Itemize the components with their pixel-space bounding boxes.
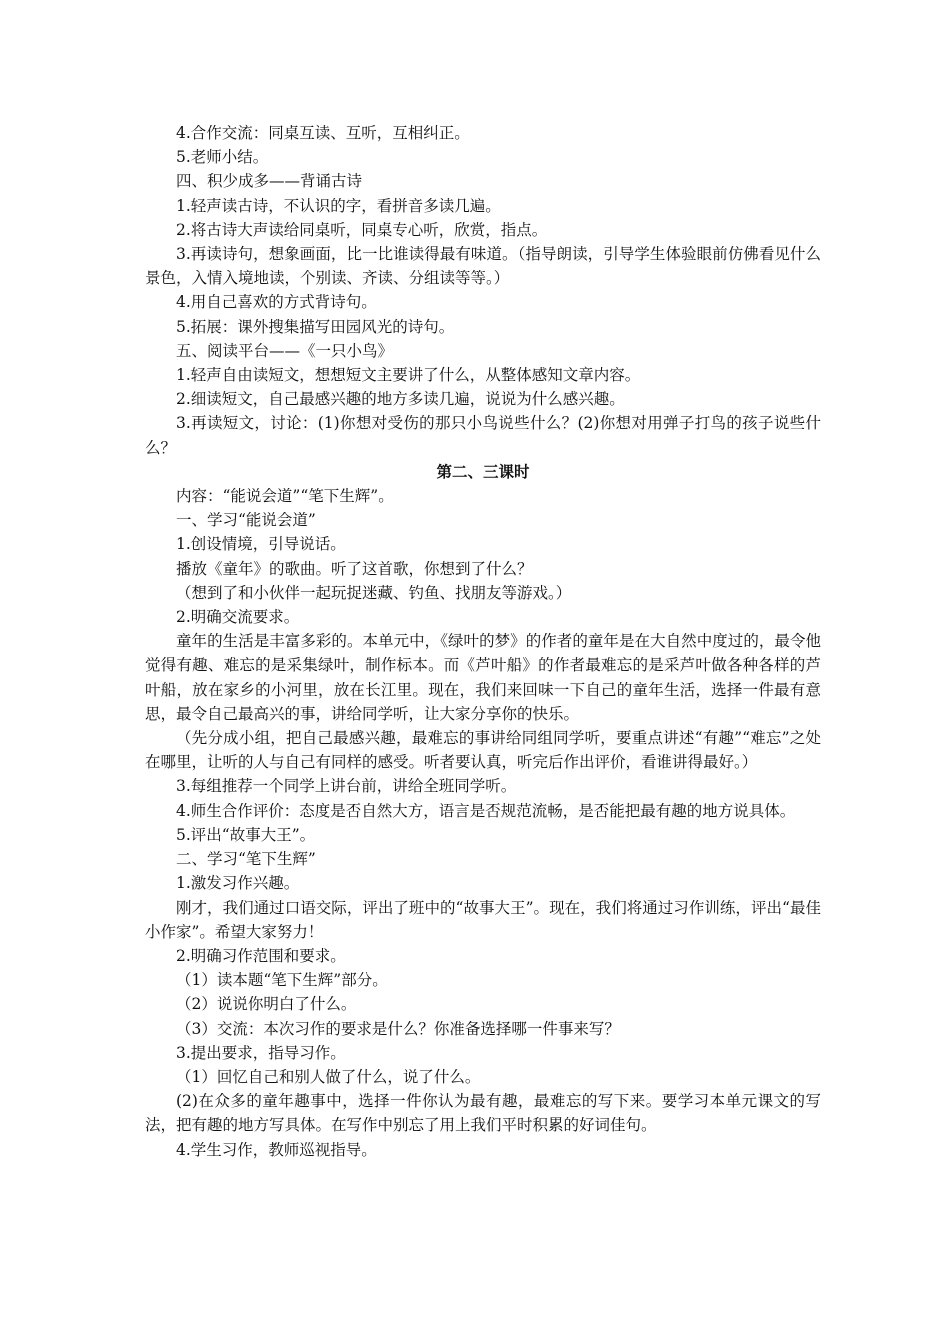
paragraph: 4.学生习作，教师巡视指导。 [176,1140,377,1159]
section-heading: 二、学习“笔下生辉” [176,850,316,869]
paragraph: 3.再读诗句，想象画面，比一比谁读得最有味道。（指导朗读，引导学生体验眼前仿佛看见什么景色，入情入境地读，个别读、齐读、分组读等等。） [145,245,821,288]
paragraph: （3）交流：本次习作的要求是什么？你准备选择哪一件事来写？ [176,1019,620,1038]
paragraph: 2.将古诗大声读给同桌听，同桌专心听，欣赏，指点。 [176,220,548,239]
paragraph: 1.轻声读古诗，不认识的字，看拼音多读几遍。 [176,196,501,215]
paragraph: 3.再读短文，讨论：(1)你想对受伤的那只小鸟说些什么？(2)你想对用弹子打鸟的孩子说些什么？ [145,414,821,457]
paragraph: （先分成小组，把自己最感兴趣，最难忘的事讲给同组同学听，要重点讲述“有趣”“难忘”之处在哪里，让听的人与自己有同样的感受。听者要认真，听完后作出评价，看谁讲得最好。） [145,729,821,772]
section-heading: 一、学习“能说会道” [176,511,316,530]
paragraph: 1.创设情境，引导说话。 [176,535,346,554]
paragraph: 5.评出“故事大王”。 [176,825,316,844]
paragraph: 童年的生活是丰富多彩的。本单元中，《绿叶的梦》的作者的童年是在大自然中度过的，最令他觉得有趣、难忘的是采集绿叶，制作标本。而《芦叶船》的作者最难忘的是采芦叶做各种各样的芦叶船，放在家乡的小河里，放在长江里。现在，我们来回味一下自己的童年生活，选择一件最有意思，最令自己最高兴的事，讲给同学听，让大家分享你的快乐。 [145,632,821,723]
document-body [145,121,821,1162]
paragraph: 内容：“能说会道”“笔下生辉”。 [176,487,394,506]
section-heading: 五、阅读平台——《一只小鸟》 [176,341,394,360]
paragraph: 播放《童年》的歌曲。听了这首歌，你想到了什么？ [176,559,533,578]
paragraph: 4.师生合作评价：态度是否自然大方，语言是否规范流畅，是否能把最有趣的地方说具体。 [176,801,796,820]
paragraph: 3.每组推荐一个同学上讲台前，讲给全班同学听。 [176,777,517,796]
paragraph: 1.轻声自由读短文，想想短文主要讲了什么，从整体感知文章内容。 [176,366,641,385]
paragraph: （1）读本题“笔下生辉”部分。 [176,971,388,990]
paragraph: 4.用自己喜欢的方式背诗句。 [176,293,377,312]
paragraph: （想到了和小伙伴一起玩捉迷藏、钓鱼、找朋友等游戏。） [176,583,572,602]
paragraph: 刚才，我们通过口语交际，评出了班中的“故事大王”。现在，我们将通过习作训练，评出“最佳小作家”。希望大家努力！ [145,898,821,941]
paragraph: 1.激发习作兴趣。 [176,874,300,893]
paragraph: 3.提出要求，指导习作。 [176,1043,346,1062]
section-heading: 四、积少成多——背诵古诗 [176,172,363,191]
paragraph: （1）回忆自己和别人做了什么，说了什么。 [176,1067,481,1086]
paragraph: 4.合作交流：同桌互读、互听，互相纠正。 [176,124,470,142]
paragraph: 2.明确交流要求。 [176,608,300,627]
paragraph: (2)在众多的童年趣事中，选择一件你认为最有趣，最难忘的写下来。要学习本单元课文的写法，把有趣的地方写具体。在写作中别忘了用上我们平时积累的好词佳句。 [145,1092,821,1135]
paragraph: 2.细读短文，自己最感兴趣的地方多读几遍，说说为什么感兴趣。 [176,390,625,409]
lesson-title: 第二、三课时 [436,461,530,481]
paragraph: 2.明确习作范围和要求。 [176,946,346,965]
paragraph: 5.拓展：课外搜集描写田园风光的诗句。 [176,317,455,336]
paragraph: 5.老师小结。 [176,148,269,167]
paragraph: （2）说说你明白了什么。 [176,995,357,1014]
